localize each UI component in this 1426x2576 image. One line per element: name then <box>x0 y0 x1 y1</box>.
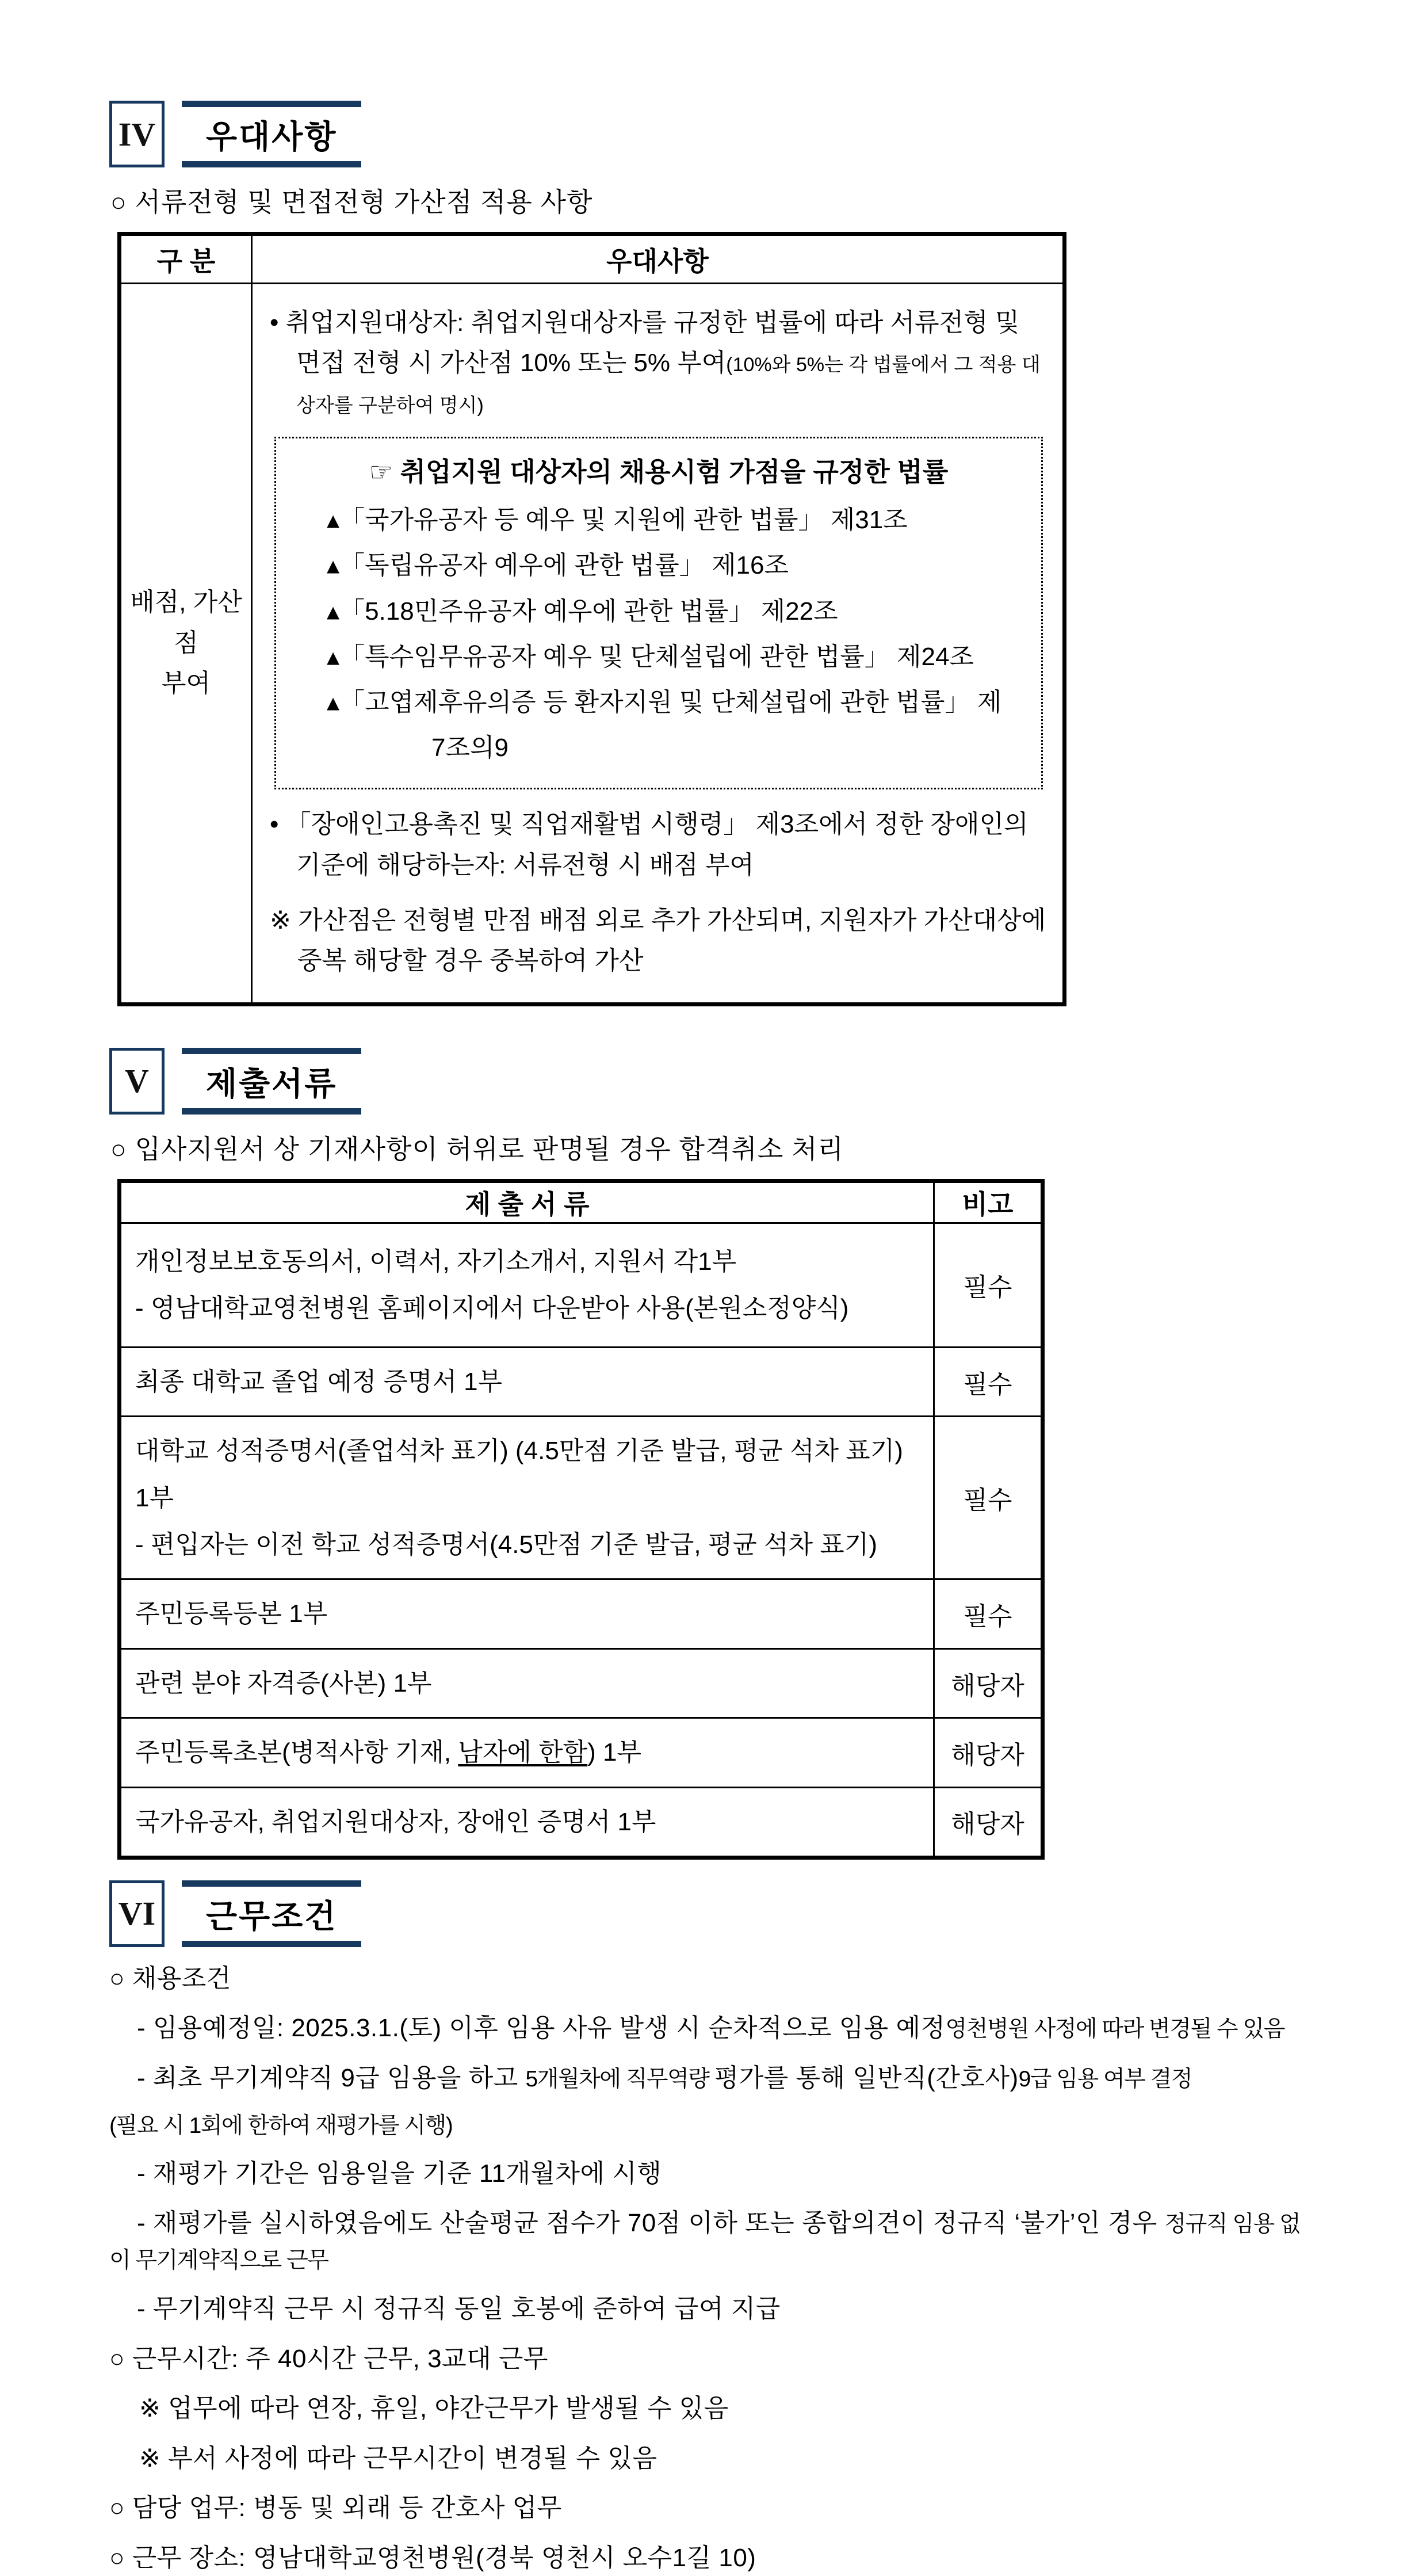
work-line-hiring-conditions: ○ 채용조건 <box>109 1964 231 1993</box>
work-note-overtime: ※ 업무에 따라 연장, 휴일, 야간근무가 발생될 수 있음 <box>139 2394 729 2423</box>
doc-cell <box>120 1223 934 1347</box>
doc-text-post: ) 1부 <box>587 1738 641 1767</box>
documents-table-header-row <box>120 1181 1043 1223</box>
work-line-initial-grade-seg1: - 최초 무기계약직 9급 임용을 하고 <box>137 2063 526 2092</box>
doc-note: 해당자 <box>934 1718 1043 1787</box>
section-iv-numeral-box <box>109 101 165 167</box>
section-v-header <box>109 1048 1320 1115</box>
pref-footnote: ※ 가산점은 전형별 만점 배점 외로 추가 가산되며, 지원자가 가산대상에 중복 해당할 경우 중복하여 가산 <box>270 906 1046 975</box>
doc-cell <box>120 1347 934 1416</box>
pref-bullet-disabled: • 「장애인고용촉진 및 직업재활법 시행령」 제3조에서 정한 장애인의 기준에 해당하는자: 서류전형 시 배점 부여 <box>270 810 1029 879</box>
section-iv-intro: ○ 서류전형 및 면접전형 가산점 적용 사항 <box>110 187 593 217</box>
work-line-hours: ○ 근무시간: 주 40시간 근무, 3교대 근무 <box>109 2344 548 2373</box>
work-line-salary: - 무기계약직 근무 시 정규직 동일 호봉에 준하여 급여 지급 <box>137 2295 781 2323</box>
table-row-transcript <box>120 1417 1043 1579</box>
preference-table-header-row <box>120 234 1065 284</box>
law-box-title: ☞ 취업지원 대상자의 채용시험 가점을 규정한 법률 <box>369 457 949 487</box>
doc-text <box>135 1729 919 1776</box>
law-item-4: ▴「특수임무유공자 예우 및 단체설립에 관한 법률」 제24조 <box>327 642 974 671</box>
work-line-duties: ○ 담당 업무: 병동 및 외래 등 간호사 업무 <box>109 2494 562 2522</box>
doc-text: 개인정보보호동의서, 이력서, 자기소개서, 지원서 각1부 <box>135 1247 737 1276</box>
section-v-title: 제출서류 <box>182 1048 361 1115</box>
work-note-schedule-change: ※ 부서 사정에 따라 근무시간이 변경될 수 있음 <box>139 2444 657 2472</box>
doc-text: 주민등록등본 1부 <box>135 1600 328 1628</box>
section-vi-numeral-box <box>109 1880 165 1947</box>
doc-col-header-note: 비고 <box>934 1181 1043 1223</box>
pref-row-label-line2: 부여 <box>161 669 211 698</box>
doc-note: 필수 <box>934 1223 1043 1347</box>
section-iv-numeral: IV <box>118 115 156 153</box>
doc-text-pre: 주민등록초본(병적사항 기재, <box>135 1738 458 1767</box>
section-v-intro: ○ 입사지원서 상 기재사항이 허위로 판명될 경우 합격취소 처리 <box>110 1134 844 1164</box>
doc-cell <box>120 1417 934 1579</box>
section-vi-header <box>109 1880 1320 1947</box>
work-line-appointment-date-note: 영천병원 사정에 따라 변경될 수 있음 <box>945 2017 1284 2042</box>
table-row-resident-register <box>120 1579 1043 1648</box>
work-line-initial-grade-seg4: 9급 임용 여부 결정 <box>1018 2066 1192 2092</box>
work-line-appointment-date <box>109 2010 1320 2046</box>
law-list-box <box>274 437 1043 789</box>
doc-cell <box>120 1648 934 1718</box>
work-line-initial-grade-seg2: 5개월차에 직무역량 <box>525 2066 714 2092</box>
doc-text: 국가유공자, 취업지원대상자, 장애인 증명서 1부 <box>135 1807 656 1836</box>
doc-cell <box>120 1787 934 1857</box>
law-item-2: ▴「독립유공자 예우에 관한 법률」 제16조 <box>327 551 789 580</box>
work-line-location: ○ 근무 장소: 영남대학교영천병원(경북 영천시 오수1길 10) <box>109 2543 756 2572</box>
doc-text: 최종 대학교 졸업 예정 증명서 1부 <box>135 1367 503 1396</box>
pref-col-header-category: 구 분 <box>120 234 252 284</box>
table-row-military-record <box>120 1718 1043 1787</box>
work-line-score-threshold <box>109 2205 1320 2277</box>
table-row-veteran-certificates <box>120 1787 1043 1857</box>
work-line-reevaluation-period: - 재평가 기간은 임용일을 기준 11개월차에 시행 <box>137 2159 662 2188</box>
law-item-5 <box>293 680 1024 770</box>
law-item-5-text: ▴「고엽제후유의증 등 환자지원 및 단체설립에 관한 법률」 제 <box>327 688 1002 716</box>
pref-row-detail <box>252 284 1065 1005</box>
pref-col-header-detail: 우대사항 <box>252 234 1065 284</box>
section-vi-numeral: VI <box>118 1895 156 1933</box>
work-line-score-threshold-main: - 재평가를 실시하였음에도 산술평균 점수가 70점 이하 또는 종합의견이 정규직 ‘불가’인 경우 <box>137 2209 1165 2238</box>
section-iv-title: 우대사항 <box>182 101 361 167</box>
doc-text: 대학교 성적증명서(졸업석차 표기) (4.5만점 기준 발급, 평균 석차 표기) 1부 <box>135 1437 903 1512</box>
table-row-application-forms <box>120 1223 1043 1347</box>
documents-table <box>117 1179 1045 1860</box>
work-line-initial-grade-seg3: 평가를 통해 일반직(간호사) <box>714 2063 1019 2092</box>
doc-note: 필수 <box>934 1579 1043 1648</box>
work-line-appointment-date-main: - 임용예정일: 2025.3.1.(토) 이후 임용 사유 발생 시 순차적으로 임용 예정 <box>137 2014 946 2043</box>
doc-note: 필수 <box>934 1347 1043 1416</box>
pref-row-label-line1: 배점, 가산점 <box>130 588 242 657</box>
doc-note: 해당자 <box>934 1648 1043 1718</box>
preference-table <box>117 232 1066 1006</box>
doc-cell <box>120 1718 934 1787</box>
section-iv-header <box>109 101 1320 167</box>
work-line-reevaluation-once: (필요 시 1회에 한하여 재평가를 시행) <box>109 2113 453 2139</box>
law-item-5-wrap: 7조의9 <box>431 734 509 762</box>
section-vi-title: 근무조건 <box>182 1880 361 1947</box>
doc-note: 필수 <box>934 1417 1043 1579</box>
working-conditions <box>109 1961 1320 2576</box>
pref-bullet1-small-text: (10%와 5%는 각 법률에서 그 적용 대상자를 구분하여 명시) <box>296 354 1041 417</box>
pref-bullet1-text: • 취업지원대상자: 취업지원대상자를 규정한 법률에 따라 서류전형 및 면접 전형 시 가산점 10% 또는 5% 부여 <box>270 308 1020 377</box>
section-v-numeral-box <box>109 1048 165 1115</box>
law-item-3: ▴「5.18민주유공자 예우에 관한 법률」 제22조 <box>327 597 838 625</box>
doc-note: 해당자 <box>934 1787 1043 1857</box>
pref-row-label <box>120 284 252 1005</box>
table-row-graduation-certificate <box>120 1347 1043 1416</box>
section-v-numeral: V <box>125 1062 149 1100</box>
doc-subtext: - 영남대학교영천병원 홈페이지에서 다운받아 사용(본원소정양식) <box>135 1294 849 1323</box>
doc-cell <box>120 1579 934 1648</box>
work-line-initial-grade <box>109 2060 1320 2096</box>
law-item-1: ▴「국가유공자 등 예우 및 지원에 관한 법률」 제31조 <box>327 506 908 535</box>
preference-table-row <box>120 284 1065 1005</box>
work-line-score-threshold-note: 정규직 임용 없이 무기계약직으로 근무 <box>109 2212 1301 2273</box>
doc-col-header-document: 제 출 서 류 <box>120 1181 934 1223</box>
doc-text: 관련 분야 자격증(사본) 1부 <box>135 1669 432 1697</box>
doc-subtext: - 편입자는 이전 학교 성적증명서(4.5만점 기준 발급, 평균 석차 표기) <box>135 1531 877 1559</box>
doc-text-underlined: 남자에 한함 <box>458 1738 588 1767</box>
pref-bullet-employment-support <box>270 303 1046 424</box>
table-row-license-copy <box>120 1648 1043 1718</box>
